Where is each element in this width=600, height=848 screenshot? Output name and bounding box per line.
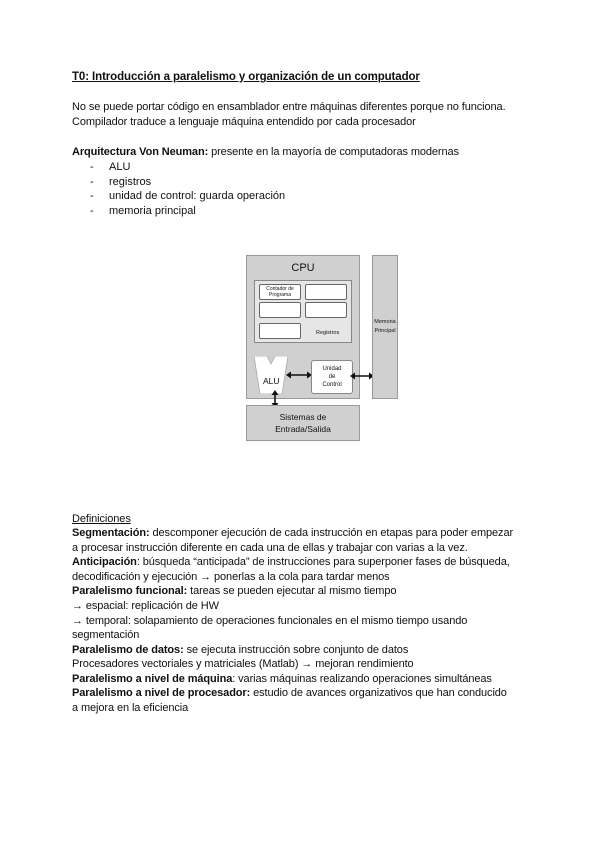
program-counter-label: Contador de Programa xyxy=(266,286,294,298)
list-item: - memoria principal xyxy=(90,205,196,217)
register-box xyxy=(259,302,301,318)
segmentation-line-2: a procesar instrucción diferente en cada una de ellas y trabajar con varias a la vez. xyxy=(72,542,468,554)
cpu-box xyxy=(246,255,360,399)
temporal-line-2: segmentación xyxy=(72,629,140,641)
processor-level-line-1: Paralelismo a nivel de procesador: estudio de avances organizativos que han conducido xyxy=(72,687,507,699)
list-item: - unidad de control: guarda operación xyxy=(90,190,286,202)
io-systems-label: Sistemas de Entrada/Salida xyxy=(275,412,331,434)
intro-line-1: No se puede portar código en ensamblador entre máquinas diferentes porque no funciona. xyxy=(72,101,506,113)
alu-shape-icon xyxy=(254,356,288,394)
definitions-heading: Definiciones xyxy=(72,513,131,525)
page-title: T0: Introducción a paralelismo y organización de un computador xyxy=(72,71,420,83)
io-systems-box xyxy=(246,405,360,441)
registers-panel xyxy=(254,280,352,343)
von-neumann-text: presente en la mayoría de computadoras modernas xyxy=(208,146,459,158)
alu-label: ALU xyxy=(263,376,280,386)
cpu-memory-arrow-icon xyxy=(350,371,374,381)
von-neumann-diagram xyxy=(246,255,396,445)
program-counter-register xyxy=(259,284,301,300)
register-box xyxy=(259,323,301,339)
alu-control-arrow-icon xyxy=(286,370,312,380)
temporal-line-1: → temporal: solapamiento de operaciones funcionales en el mismo tiempo usando xyxy=(72,615,468,627)
segmentation-line-1: Segmentación: descomponer ejecución de cada instrucción en etapas para poder empezar xyxy=(72,527,514,539)
control-unit-label: Unidad de Control xyxy=(322,366,342,388)
list-item: - ALU xyxy=(90,161,131,173)
spatial-line: → espacial: replicación de HW xyxy=(72,600,219,612)
registers-label: Registros xyxy=(316,330,340,336)
intro-line-2: Compilador traduce a lenguaje máquina entendido por cada procesador xyxy=(72,116,416,128)
machine-level-line: Paralelismo a nivel de máquina: varias máquinas realizando operaciones simultáneas xyxy=(72,673,492,685)
register-box xyxy=(305,302,347,318)
main-memory-box xyxy=(372,255,398,399)
register-box xyxy=(305,284,347,300)
anticipation-line-1: Anticipación: búsqueda “anticipada” de instrucciones para superponer fases de búsqueda, xyxy=(72,556,510,568)
von-neumann-label: Arquitectura Von Neuman: xyxy=(72,146,209,158)
processor-level-line-2: a mejora en la eficiencia xyxy=(72,702,189,714)
functional-line: Paralelismo funcional: tareas se pueden ejecutar al mismo tiempo xyxy=(72,585,397,597)
control-unit-box xyxy=(311,360,353,394)
vector-line: Procesadores vectoriales y matriciales (Matlab) → mejoran rendimiento xyxy=(72,658,414,670)
anticipation-line-2: decodificación y ejecución → ponerlas a la cola para tardar menos xyxy=(72,571,390,583)
main-memory-label: Memoria Principal xyxy=(374,319,396,334)
data-parallelism-line: Paralelismo de datos: se ejecuta instrucción sobre conjunto de datos xyxy=(72,644,409,656)
cpu-label: CPU xyxy=(291,262,315,274)
von-neumann-line xyxy=(72,146,459,158)
list-item: - registros xyxy=(90,176,152,188)
